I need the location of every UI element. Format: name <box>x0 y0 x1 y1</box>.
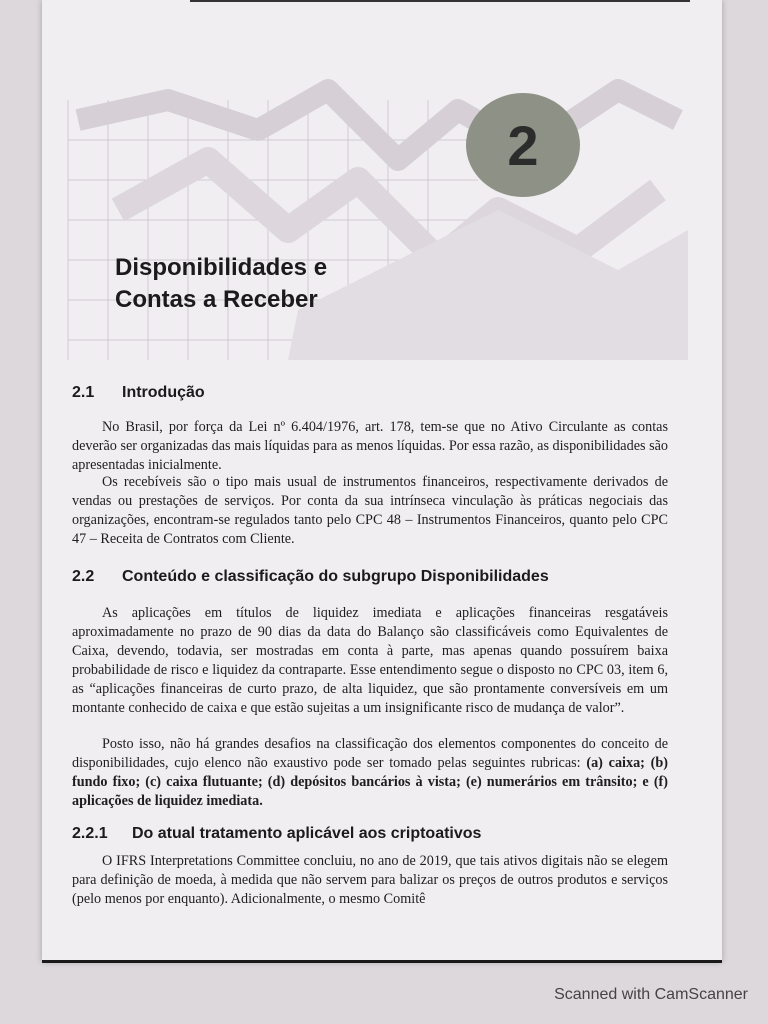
chapter-title-line-1: Disponibilidades e <box>115 254 328 281</box>
section-heading-2-2-1 <box>72 825 481 843</box>
paragraph <box>72 735 668 811</box>
chapter-number-badge <box>466 93 580 197</box>
paragraph: As aplicações em títulos de liquidez imediata e aplicações financeiras resgatáveis aproximadamente no prazo de 90 dias da data do Balanço são classificáveis como Equivalentes de Caixa, devendo, todavia, ser mostradas em conta à parte, mas apenas quando possuírem baixa probabilidade de risco e liquidez da contraparte. Esse entendimento segue o disposto no CPC 03, item 6, as “aplicações financeiras de curto prazo, de alta liquidez, que são prontamente conversíveis em um montante conhecido de caixa e que estão sujeitas a um insignificante risco de mudança de valor”. <box>72 605 668 716</box>
scanner-watermark: Scanned with CamScanner <box>554 986 748 1003</box>
rubric-list: (a) caixa; (b) fundo fixo; (c) caixa flutuante; (d) depósitos bancários à vista; (e) numerários em trânsito; e (f) aplicações de liquidez imediata. <box>72 755 668 809</box>
section-title: Conteúdo e classificação do subgrupo Disponibilidades <box>122 568 549 585</box>
chapter-title <box>115 252 327 316</box>
paragraph-intro: Posto isso, não há grandes desafios na classificação dos elementos componentes do conceito de disponibilidades, cujo elenco não exaustivo pode ser tomado pelas seguintes rubricas: <box>72 736 668 771</box>
paragraph: O IFRS Interpretations Committee concluiu, no ano de 2019, que tais ativos digitais não se elegem para definição de moeda, à medida que não servem para balizar os preços de outros produtos e serviços (pelo menos por enquanto). Adicionalmente, o mesmo Comitê <box>72 853 668 907</box>
section-number: 2.1 <box>72 384 95 401</box>
page-bottom-edge <box>42 960 722 963</box>
section-number: 2.2.1 <box>72 825 108 842</box>
section-heading-2-1 <box>72 384 205 402</box>
chapter-title-line-2: Contas a Receber <box>115 286 318 313</box>
chapter-number: 2 <box>507 113 539 177</box>
paragraph: No Brasil, por força da Lei nº 6.404/1976, art. 178, tem-se que no Ativo Circulante as contas deverão ser organizadas das mais líquidas para as menos líquidas. Por essa razão, as disponibilidades são apresentadas inicialmente. <box>72 419 668 473</box>
paragraph: Os recebíveis são o tipo mais usual de instrumentos financeiros, respectivamente derivados de vendas ou prestações de serviços. Por conta da sua intrínseca vinculação às práticas negociais das organizações, encontram-se regulados tanto pelo CPC 48 – Instrumentos Financeiros, quanto pelo CPC 47 – Receita de Contratos com Cliente. <box>72 474 668 547</box>
section-title: Introdução <box>122 384 205 401</box>
section-title: Do atual tratamento aplicável aos criptoativos <box>132 825 482 842</box>
section-number: 2.2 <box>72 568 95 585</box>
section-heading-2-2 <box>72 568 549 586</box>
header-rule <box>190 0 690 2</box>
